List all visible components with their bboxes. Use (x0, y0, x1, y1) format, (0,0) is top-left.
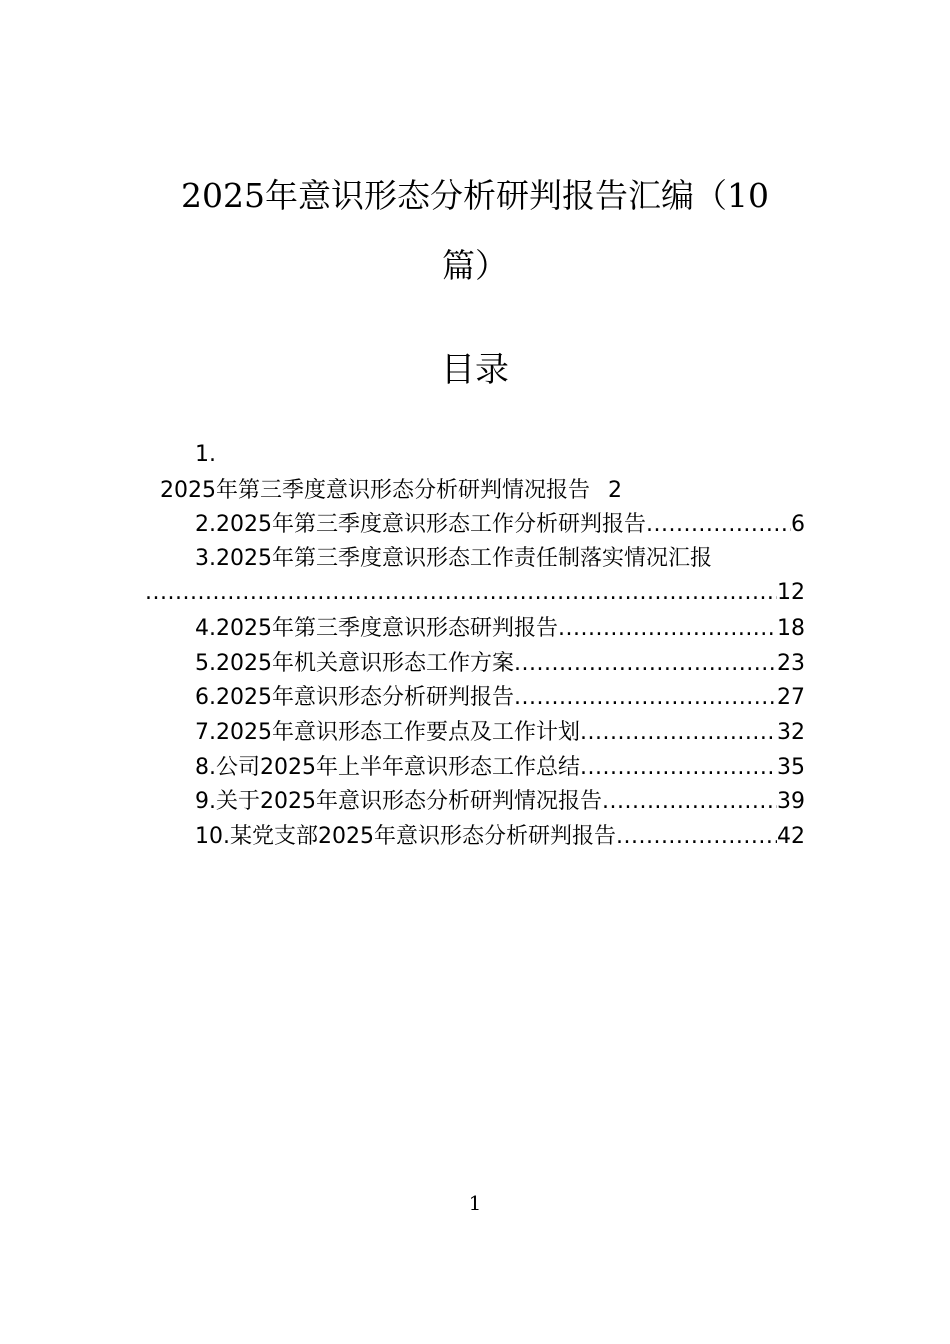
toc-entry-label: 2.2025年第三季度意识形态工作分析研判报告 (195, 512, 646, 537)
toc-entry-1[interactable] (160, 476, 622, 506)
toc-heading: 目录 (441, 350, 509, 390)
toc-entry-1-label: 2025年第三季度意识形态分析研判情况报告 (160, 478, 590, 503)
toc-entry-page: 42 (777, 824, 805, 849)
toc-entry-page: 32 (777, 720, 805, 745)
toc-entry-label: 5.2025年机关意识形态工作方案 (195, 651, 514, 676)
toc-leader-dots (616, 822, 777, 852)
toc-entry-7[interactable] (195, 718, 805, 748)
toc-leader-dots (580, 753, 777, 783)
toc-leader-dots (580, 718, 777, 748)
toc-entry-6[interactable] (195, 683, 805, 713)
toc-entry-page: 23 (777, 651, 805, 676)
toc-leader-dots (646, 510, 791, 540)
toc-entry-3[interactable] (195, 544, 712, 574)
document-title-line-2: 篇） (442, 246, 508, 285)
toc-entry-label: 6.2025年意识形态分析研判报告 (195, 685, 514, 710)
toc-leader-dots (602, 787, 777, 817)
toc-entry-label: 4.2025年第三季度意识形态研判报告 (195, 616, 558, 641)
toc-entry-4[interactable] (195, 614, 805, 644)
toc-entry-10[interactable] (195, 822, 805, 852)
toc-entry-label: 9.关于2025年意识形态分析研判情况报告 (195, 789, 602, 814)
toc-entry-8[interactable] (195, 753, 805, 783)
toc-entry-1-number[interactable]: 1. (195, 442, 216, 467)
toc-entry-2[interactable] (195, 510, 805, 540)
toc-entry-page: 35 (777, 755, 805, 780)
toc-entry-page: 18 (777, 616, 805, 641)
toc-leader-dots (514, 649, 777, 679)
toc-entry-page: 27 (777, 685, 805, 710)
document-title-line-1: 2025年意识形态分析研判报告汇编（10 (181, 176, 769, 215)
toc-entry-3-leader-line[interactable] (145, 578, 805, 608)
toc-leader-dots (514, 683, 777, 713)
toc-entry-page: 12 (777, 580, 805, 605)
toc-entry-5[interactable] (195, 649, 805, 679)
toc-entry-page: 6 (791, 512, 805, 537)
toc-leader-dots (558, 614, 777, 644)
toc-entry-1-page: 2 (608, 478, 622, 503)
toc-leader-dots (145, 578, 777, 608)
toc-entry-label: 10.某党支部2025年意识形态分析研判报告 (195, 824, 616, 849)
toc-entry-page: 39 (777, 789, 805, 814)
toc-entry-label: 8.公司2025年上半年意识形态工作总结 (195, 755, 580, 780)
toc-entry-label: 7.2025年意识形态工作要点及工作计划 (195, 720, 580, 745)
page-number: 1 (468, 1191, 482, 1215)
toc-entry-label: 3.2025年第三季度意识形态工作责任制落实情况汇报 (195, 546, 712, 571)
toc-entry-9[interactable] (195, 787, 805, 817)
